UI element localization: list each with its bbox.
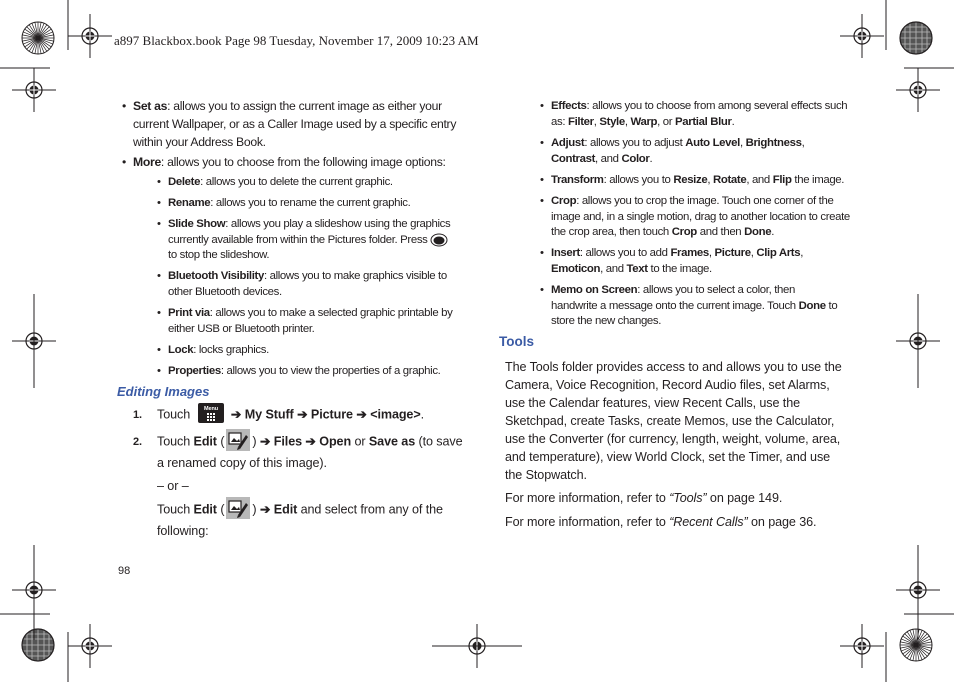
insert-text: Text: [626, 262, 648, 275]
adjust-contrast: Contrast: [551, 152, 596, 165]
transform-and: , and: [746, 174, 770, 186]
adjust-and: and: [600, 152, 619, 165]
desc-transform: : allows you to: [603, 174, 671, 186]
ref-tools-post: on page 149.: [709, 491, 783, 505]
effects-end: .: [731, 115, 735, 128]
alt-edit-2: Edit: [273, 502, 298, 517]
step-1: [133, 405, 473, 424]
desc-slide-show-end: to stop the slideshow.: [168, 249, 270, 262]
term-lock: Lock: [168, 344, 194, 356]
sub-item-rename: • Rename: allows you to rename the current graphic.: [157, 197, 411, 209]
term-insert: Insert: [551, 247, 580, 259]
term-print-via: Print via: [168, 307, 210, 319]
effect-partial-blur: Partial Blur: [675, 115, 732, 128]
desc-delete: : allows you to delete the current graphic.: [200, 176, 393, 188]
step-2-arrow-1: ➔: [259, 434, 271, 449]
desc-rename: : allows you to rename the current graphic.: [210, 197, 411, 209]
list-item-memo-on-screen: • Memo on Screen: allows you to select a color, then handwrite a message onto the current image. Touch Done to store the new changes.: [540, 284, 838, 327]
step-2-arrow-2: ➔: [305, 434, 316, 449]
alt-paren-close: ): [252, 502, 257, 517]
insert-picture: Picture: [714, 247, 751, 259]
desc-adjust: : allows you to adjust: [584, 137, 683, 149]
or-separator: – or –: [157, 479, 189, 493]
ref-tools-link[interactable]: “Tools”: [669, 491, 707, 505]
term-memo-on-screen: Memo on Screen: [551, 284, 638, 296]
list-item-transform: • Transform: allows you to Resize, Rotate, and Flip the image.: [540, 174, 845, 186]
term-adjust: Adjust: [551, 137, 585, 149]
step-2-open: Open: [319, 434, 352, 449]
sub-item-properties: • Properties: allows you to view the properties of a graphic.: [157, 365, 441, 377]
section-heading-tools: Tools: [499, 334, 534, 349]
list-item-crop: • Crop: allows you to crop the image. Touch one corner of the image and, in a single motion, drag to another location to create the crop area, then touch Crop and then Done.: [540, 195, 850, 238]
desc-bluetooth-visibility: : allows you to make graphics visible to other Bluetooth devices.: [168, 270, 447, 298]
step-1-touch: Touch: [157, 407, 191, 422]
tools-paragraph: The Tools folder provides access to and allows you to use the Camera, Voice Recognition, Record Audio files, set Alarms, use the Calendar features, view Recent Calls, use the Sketchpad, create Tasks, create Memos, use the Calculator, use the Converter (for currency, length, weight, volume, area, and temperature), view World Clock, set the Timer, and use the Stopwatch.: [505, 360, 842, 482]
desc-slide-show: : allows you play a slideshow using the graphics currently available from within the Pictures folder. Press: [168, 218, 451, 246]
menu-key-label: Menu: [203, 406, 218, 412]
memo-end: to store the new changes.: [551, 299, 838, 327]
list-item-adjust: • Adjust: allows you to adjust Auto Level, Brightness, Contrast, and Color.: [540, 137, 805, 165]
reference-recent-calls: [505, 513, 845, 531]
transform-flip: Flip: [772, 174, 792, 186]
alt-edit: Edit: [193, 502, 217, 517]
step-2-rest: (to save a renamed copy of this image).: [157, 434, 463, 470]
menu-key-icon: [198, 403, 224, 423]
desc-properties: : allows you to view the properties of a graphic.: [220, 365, 441, 377]
crop-and: and then: [699, 226, 742, 238]
effect-warp: Warp: [630, 115, 658, 128]
desc-print-via: : allows you to make a selected graphic printable by either USB or Bluetooth printer.: [168, 307, 453, 335]
step-2-or: or: [354, 434, 366, 449]
alt-arrow: ➔: [259, 502, 271, 517]
sub-item-bluetooth-visibility: • Bluetooth Visibility: allows you to make graphics visible to other Bluetooth devices.: [157, 270, 447, 298]
alt-paren-open: (: [220, 502, 225, 517]
alt-rest: and select from any of the following:: [157, 502, 443, 538]
sub-item-lock: • Lock: locks graphics.: [157, 344, 269, 356]
step-2-save-as: Save as: [368, 434, 416, 449]
transform-resize: Resize: [673, 174, 708, 186]
crop-done: Done: [744, 226, 772, 238]
step-2-touch: Touch: [157, 434, 191, 449]
ref-tools-pre: For more information, refer to: [505, 491, 666, 505]
effect-filter: Filter: [567, 115, 594, 128]
effects-or: , or: [657, 115, 673, 128]
desc-insert: : allows you to add: [579, 247, 668, 259]
insert-and: and: [605, 262, 624, 275]
crop-crop: Crop: [671, 226, 697, 238]
list-item-more: • More: allows you to choose from the following image options:: [122, 155, 446, 169]
list-item-set-as: • Set as: allows you to assign the current image as either your current Wallpaper, or as a Caller Image used by a specific entry within your Address Book.: [122, 99, 457, 149]
end-key-icon: [430, 233, 448, 247]
adjust-brightness: Brightness: [745, 137, 802, 149]
desc-crop: : allows you to crop the image. Touch one corner of the image and, in a single motion, drag to another location to create the crop area, then touch: [551, 195, 850, 238]
ref-recent-calls-post: on page 36.: [750, 515, 817, 529]
step-1-arrow-2: ➔: [297, 407, 308, 422]
sub-item-delete: • Delete: allows you to delete the current graphic.: [157, 176, 393, 188]
ref-recent-calls-pre: For more information, refer to: [505, 515, 666, 529]
term-delete: Delete: [168, 176, 201, 188]
edit-picture-icon: [226, 497, 250, 519]
term-more: More: [133, 155, 161, 169]
ref-recent-calls-link[interactable]: “Recent Calls”: [669, 515, 748, 529]
crop-end: .: [771, 226, 775, 238]
sub-item-print-via: • Print via: allows you to make a selected graphic printable by either USB or Bluetooth printer.: [157, 307, 453, 335]
memo-done: Done: [798, 299, 826, 312]
reference-tools: [505, 489, 845, 507]
step-1-arrow-3: ➔: [356, 407, 367, 422]
step-1-image: <image>: [370, 407, 421, 422]
insert-clip-arts: Clip Arts: [756, 247, 801, 259]
step-1-picture: Picture: [310, 407, 353, 422]
alt-touch: Touch: [157, 502, 191, 517]
section-heading-editing-images: Editing Images: [117, 384, 210, 399]
effect-style: Style: [599, 115, 625, 128]
term-slide-show: Slide Show: [168, 218, 226, 230]
list-item-insert: • Insert: allows you to add Frames, Picture, Clip Arts, Emoticon, and Text to the image.: [540, 247, 804, 275]
desc-memo-on-screen: : allows you to select a color, then handwrite a message onto the current image. Touch: [551, 284, 796, 312]
step-2-edit: Edit: [193, 434, 217, 449]
step-2-number: 2.: [133, 436, 142, 448]
term-crop: Crop: [551, 195, 577, 207]
step-2-files: Files: [273, 434, 302, 449]
term-set-as: Set as: [133, 99, 168, 113]
step-1-arrow-1: ➔: [230, 407, 242, 422]
desc-more: : allows you to choose from the following image options:: [160, 155, 446, 169]
term-transform: Transform: [551, 174, 604, 186]
step-1-my-stuff: My Stuff: [244, 407, 294, 422]
insert-emoticon: Emoticon: [551, 262, 601, 275]
transform-end: the image.: [794, 174, 845, 186]
edit-picture-icon: [226, 429, 250, 451]
desc-effects: : allows you to choose from among several effects such as:: [551, 100, 848, 128]
desc-lock: : locks graphics.: [193, 344, 269, 356]
insert-frames: Frames: [670, 247, 709, 259]
term-rename: Rename: [168, 197, 211, 209]
step-2-paren-open: (: [220, 434, 225, 449]
term-properties: Properties: [168, 365, 221, 377]
transform-rotate: Rotate: [712, 174, 747, 186]
adjust-color: Color: [621, 152, 650, 165]
term-effects: Effects: [551, 100, 587, 112]
book-header: a897 Blackbox.book Page 98 Tuesday, November 17, 2009 10:23 AM: [114, 33, 479, 48]
step-1-number: 1.: [133, 409, 142, 421]
sub-item-slide-show: • Slide Show: allows you play a slideshow using the graphics currently available from within the Pictures folder. Press to stop the slideshow.: [157, 218, 451, 262]
term-bluetooth-visibility: Bluetooth Visibility: [168, 270, 264, 282]
list-item-effects: • Effects: allows you to choose from among several effects such as: Filter, Style, Warp, or Partial Blur.: [540, 100, 848, 128]
desc-set-as: : allows you to assign the current image as either your current Wallpaper, or as a Caller Image used by a specific entry within your Address Book.: [133, 99, 457, 149]
adjust-auto-level: Auto Level: [685, 137, 740, 149]
step-2-paren-close: ): [252, 434, 257, 449]
step-1-end: .: [420, 407, 425, 422]
step-2: [133, 431, 463, 475]
page-number: 98: [118, 565, 131, 577]
insert-end: to the image.: [650, 262, 712, 275]
adjust-end: .: [649, 152, 653, 165]
step-2-alternative: [157, 499, 457, 543]
